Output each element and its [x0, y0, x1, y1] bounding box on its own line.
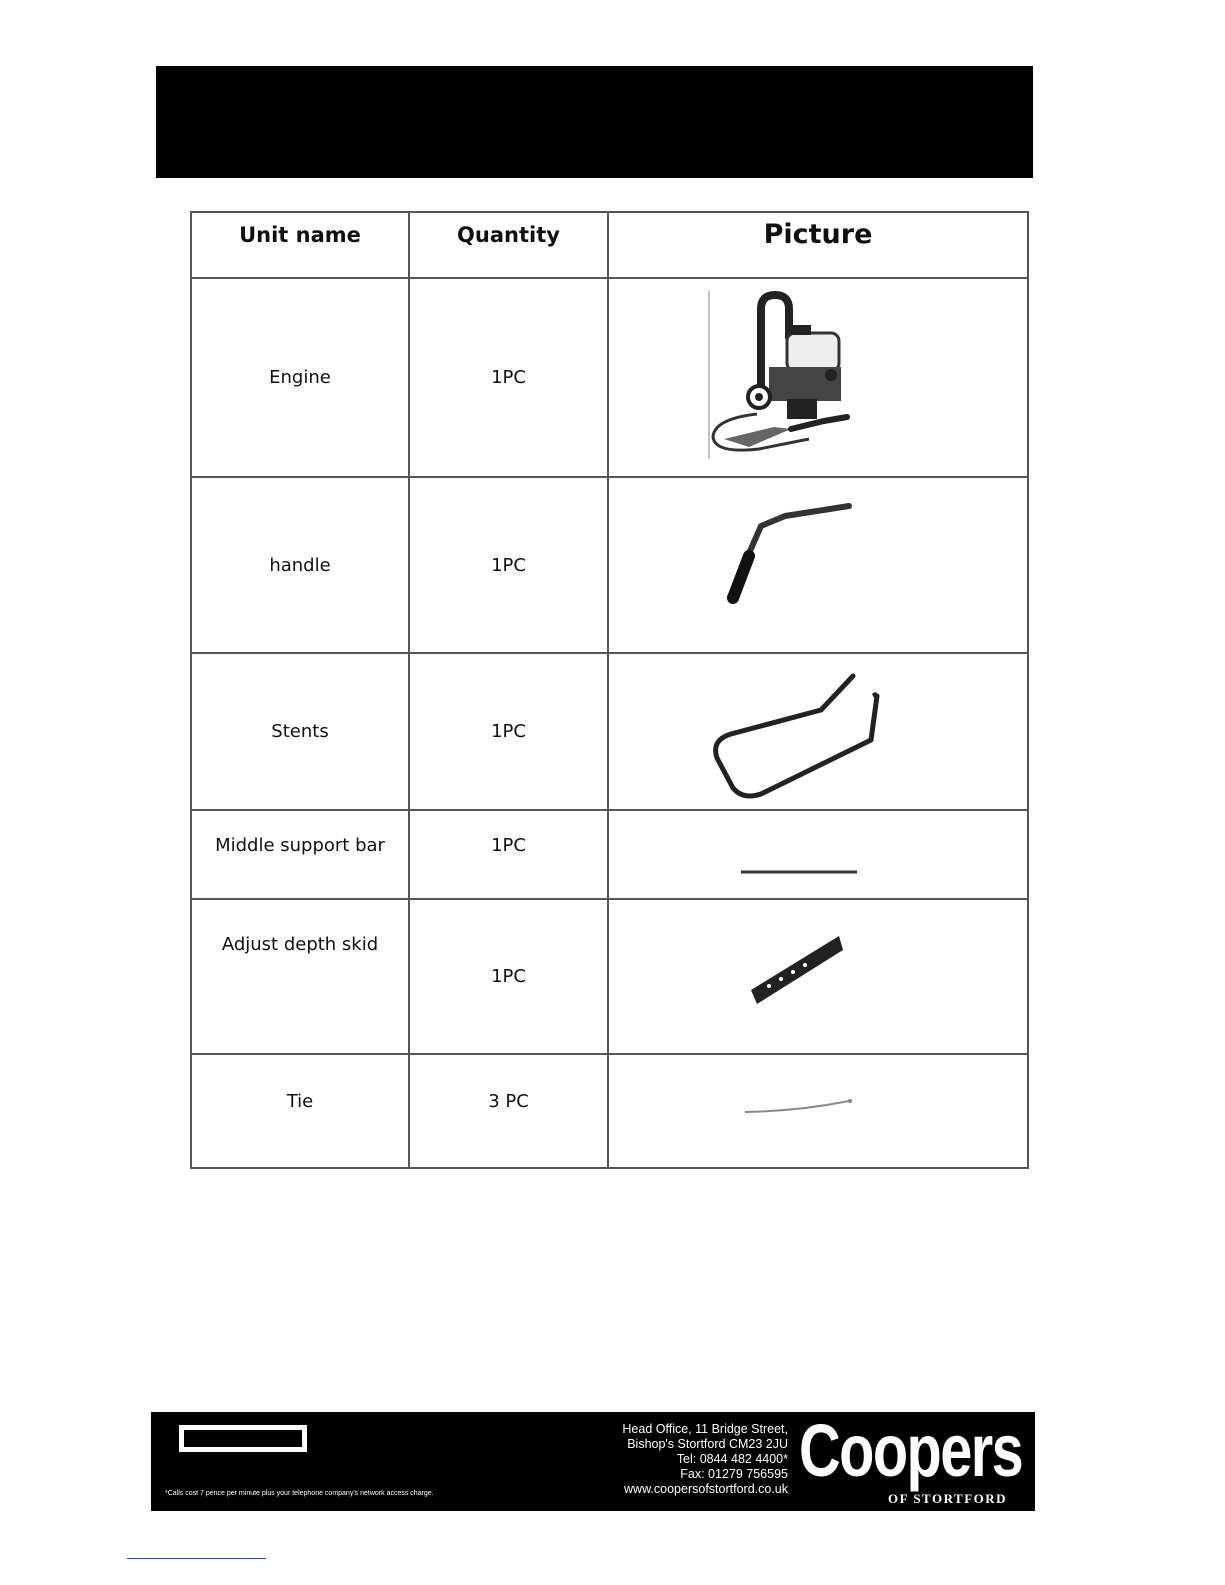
tiller-engine-image — [608, 278, 1028, 477]
fax-line: Fax: 01279 756595 — [680, 1467, 788, 1481]
quantity-cell: 1PC — [409, 653, 608, 810]
support-bar-image — [608, 810, 1028, 899]
quantity-cell: 3 PC — [409, 1054, 608, 1168]
website-link[interactable]: www.coopersofstortford.co.uk — [624, 1482, 788, 1496]
table-row — [191, 278, 1028, 477]
footnote-rule — [127, 1558, 266, 1559]
unit-name-cell: Engine — [191, 278, 409, 477]
head-office-address — [622, 1422, 788, 1497]
calls-cost-note: *Calls cost 7 pence per minute plus your telephone company's network access charge. — [165, 1490, 434, 1497]
depth-skid-image — [608, 899, 1028, 1054]
coopers-logo: Coopers — [799, 1409, 1023, 1492]
table-row — [191, 810, 1028, 899]
table-row — [191, 899, 1028, 1054]
header-unit-name: Unit name — [191, 212, 409, 278]
unit-name-cell: handle — [191, 477, 409, 653]
unit-name-cell: Middle support bar — [191, 810, 409, 899]
table-row — [191, 1054, 1028, 1168]
header-picture: Picture — [608, 212, 1028, 278]
table-row — [191, 653, 1028, 810]
parts-list-table — [190, 211, 1029, 1169]
stents-image — [608, 653, 1028, 810]
address-line: Head Office, 11 Bridge Street, — [622, 1422, 788, 1436]
address-line: Bishop's Stortford CM23 2JU — [627, 1437, 788, 1451]
quantity-cell: 1PC — [409, 477, 608, 653]
quantity-cell: 1PC — [409, 278, 608, 477]
coopers-logo-subtitle: OF STORTFORD — [888, 1491, 1008, 1506]
footer-outlined-box — [179, 1425, 307, 1452]
unit-name-cell: Adjust depth skid — [191, 899, 409, 1054]
quantity-cell: 1PC — [409, 810, 608, 899]
table-header-row — [191, 212, 1028, 278]
header-black-banner — [156, 66, 1033, 178]
header-quantity: Quantity — [409, 212, 608, 278]
cable-tie-image — [608, 1054, 1028, 1168]
footer-banner — [151, 1409, 1035, 1511]
table-row — [191, 477, 1028, 653]
quantity-cell: 1PC — [409, 899, 608, 1054]
phone-line: Tel: 0844 482 4400* — [676, 1452, 788, 1466]
unit-name-cell: Tie — [191, 1054, 409, 1168]
unit-name-cell: Stents — [191, 653, 409, 810]
handle-image — [608, 477, 1028, 653]
